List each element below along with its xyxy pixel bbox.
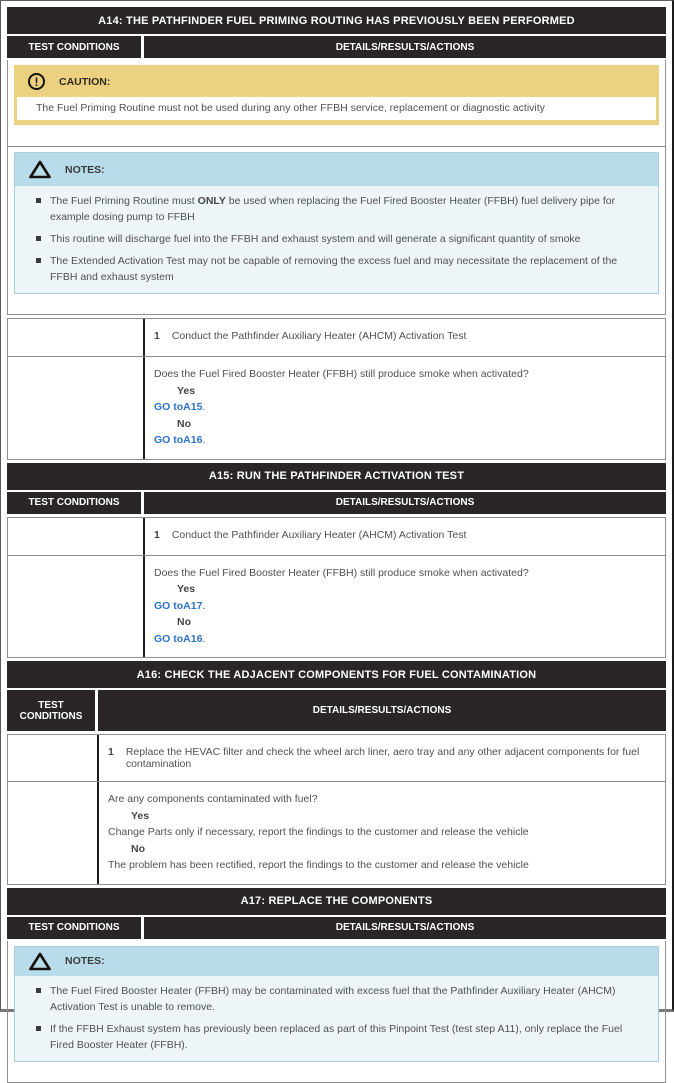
table-row xyxy=(8,319,665,357)
a14-notes-row xyxy=(8,147,665,315)
square-bullet-icon xyxy=(36,198,41,203)
a15-steps-table xyxy=(7,517,666,659)
a16-steps-table xyxy=(7,734,666,885)
note-text: This routine will discharge fuel into the FFBH and exhaust system and will generate a significant quantity of smoke xyxy=(50,233,581,245)
test-conditions-cell xyxy=(8,556,145,658)
section-a16-title: A16: CHECK THE ADJACENT COMPONENTS FOR FUEL CONTAMINATION xyxy=(7,661,666,688)
note-text: The Fuel Fired Booster Heater (FFBH) may be contaminated with excess fuel that the Pathfinder Auxiliary Heater (AHCM) Activation Test is unable to remove. xyxy=(50,984,616,1013)
test-conditions-header: TEST CONDITIONS xyxy=(7,690,98,731)
note-item xyxy=(36,253,646,285)
question-cell xyxy=(145,357,665,459)
step-text: Replace the HEVAC filter and check the wheel arch liner, aero tray and any other adjacent components for fuel contamination xyxy=(125,746,640,770)
step-text: Conduct the Pathfinder Auxiliary Heater (AHCM) Activation Test xyxy=(171,330,467,342)
period: . xyxy=(202,401,206,413)
notes-body xyxy=(15,976,658,1061)
answer-yes-label: Yes xyxy=(177,384,196,397)
answer-no-label: No xyxy=(177,417,191,430)
note-item xyxy=(36,231,646,247)
column-header-row-a16 xyxy=(7,690,666,731)
question-text: Does the Fuel Fired Booster Heater (FFBH) still produce smoke when activated? xyxy=(154,368,529,380)
notes-label: NOTES: xyxy=(65,163,105,176)
notes-box xyxy=(14,946,659,1062)
caution-box xyxy=(14,65,659,125)
step-number: 1 xyxy=(108,746,114,758)
a14-info-rows xyxy=(7,60,666,315)
step-number: 1 xyxy=(154,528,160,541)
square-bullet-icon xyxy=(36,988,41,993)
notes-box xyxy=(14,152,659,294)
go-to-a16-link[interactable]: GO toA16 xyxy=(154,632,203,645)
exclamation-circle-icon: ! xyxy=(28,73,45,90)
go-to-a17-link[interactable]: GO toA17 xyxy=(154,599,203,612)
caution-label: CAUTION: xyxy=(59,75,111,88)
test-conditions-cell xyxy=(8,319,145,356)
note-item xyxy=(36,983,646,1015)
section-a14-title: A14: THE PATHFINDER FUEL PRIMING ROUTING HAS PREVIOUSLY BEEN PERFORMED xyxy=(7,7,666,34)
step-number: 1 xyxy=(154,330,160,342)
notes-label: NOTES: xyxy=(65,955,105,967)
square-bullet-icon xyxy=(36,258,41,263)
column-header-row-a17 xyxy=(7,917,666,939)
test-conditions-cell xyxy=(8,735,99,781)
notes-header xyxy=(15,153,658,186)
period: . xyxy=(202,632,206,645)
period: . xyxy=(202,434,206,446)
section-a15 xyxy=(7,463,666,659)
column-header-row-a14 xyxy=(7,36,666,58)
notes-header xyxy=(15,947,658,976)
table-row xyxy=(8,735,665,782)
test-conditions-cell xyxy=(8,518,145,555)
step-cell xyxy=(145,518,665,555)
question-cell xyxy=(145,556,665,658)
section-a17-title: A17: REPLACE THE COMPONENTS xyxy=(7,888,666,915)
table-row xyxy=(8,518,665,556)
caution-header xyxy=(14,65,659,97)
column-header-row-a15 xyxy=(7,492,666,514)
step-cell xyxy=(145,319,665,356)
question-text: Are any components contaminated with fuel? xyxy=(108,793,318,805)
yes-result-text: Change Parts only if necessary, report the findings to the customer and release the vehicle xyxy=(108,826,529,838)
table-row xyxy=(8,556,665,658)
note-item xyxy=(36,193,646,225)
square-bullet-icon xyxy=(36,236,41,241)
details-results-actions-header: DETAILS/RESULTS/ACTIONS xyxy=(144,36,666,58)
question-text: Does the Fuel Fired Booster Heater (FFBH) still produce smoke when activated? xyxy=(154,566,529,579)
table-row xyxy=(8,357,665,459)
triangle-outline-icon xyxy=(28,159,52,180)
answer-yes-label: Yes xyxy=(177,583,196,595)
test-conditions-cell xyxy=(8,357,145,459)
details-results-actions-header: DETAILS/RESULTS/ACTIONS xyxy=(98,690,666,731)
triangle-outline-icon xyxy=(28,951,52,972)
go-to-a16-link[interactable]: GO toA16 xyxy=(154,434,203,446)
answer-no-label: No xyxy=(131,842,145,855)
test-conditions-header: TEST CONDITIONS xyxy=(7,492,144,514)
question-cell xyxy=(99,782,665,884)
a14-steps-table xyxy=(7,318,666,460)
caution-text: The Fuel Priming Routine must not be used during any other FFBH service, replacement or diagnostic activity xyxy=(17,97,656,120)
step-cell xyxy=(99,735,665,781)
note-text: The Extended Activation Test may not be capable of removing the excess fuel and may necessitate the replacement of the FFBH and exhaust system xyxy=(50,255,618,283)
step-text: Conduct the Pathfinder Auxiliary Heater (AHCM) Activation Test xyxy=(171,528,467,541)
a14-caution-row xyxy=(8,60,665,147)
test-conditions-header: TEST CONDITIONS xyxy=(7,917,144,939)
note-text: If the FFBH Exhaust system has previously been replaced as part of this Pinpoint Test (test step A11), only replace the Fuel Fired Booster Heater (FFBH). xyxy=(50,1022,623,1051)
table-row xyxy=(8,782,665,884)
details-results-actions-header: DETAILS/RESULTS/ACTIONS xyxy=(144,917,666,939)
note-text: The Fuel Priming Routine must ONLY be used when replacing the Fuel Fired Booster Heater (FFBH) fuel delivery pipe for example dosing pump to FFBH xyxy=(50,195,616,223)
test-conditions-header: TEST CONDITIONS xyxy=(7,36,144,58)
no-result-text: The problem has been rectified, report the findings to the customer and release the vehicle xyxy=(108,859,529,871)
a17-notes-row xyxy=(8,941,665,1083)
section-a15-title: A15: RUN THE PATHFINDER ACTIVATION TEST xyxy=(7,463,666,490)
answer-yes-label: Yes xyxy=(131,809,150,822)
test-conditions-cell xyxy=(8,782,99,884)
section-a16 xyxy=(7,661,666,885)
note-item xyxy=(36,1021,646,1053)
section-a14 xyxy=(7,7,666,460)
details-results-actions-header: DETAILS/RESULTS/ACTIONS xyxy=(144,492,666,514)
period: . xyxy=(202,599,206,612)
a17-info-rows xyxy=(7,941,666,1083)
notes-body xyxy=(15,186,658,293)
section-a17 xyxy=(7,888,666,1083)
square-bullet-icon xyxy=(36,1026,41,1031)
go-to-a15-link[interactable]: GO toA15 xyxy=(154,401,203,413)
answer-no-label: No xyxy=(177,616,191,628)
